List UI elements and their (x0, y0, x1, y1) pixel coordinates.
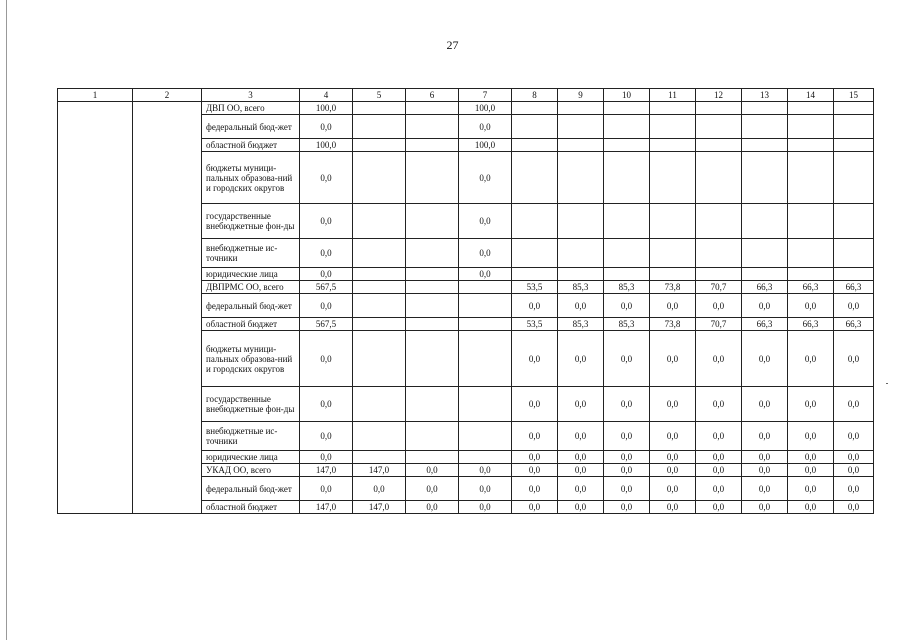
value-cell (604, 115, 650, 139)
header-row (58, 89, 874, 102)
value-cell: 0,0 (459, 268, 512, 281)
value-cell: 0,0 (834, 464, 874, 477)
value-cell: 0,0 (696, 387, 742, 422)
value-cell (742, 102, 788, 115)
header-cell: 12 (696, 89, 742, 102)
value-cell (604, 204, 650, 239)
value-cell: 0,0 (742, 464, 788, 477)
value-cell: 0,0 (512, 501, 558, 514)
value-cell (406, 152, 459, 204)
value-cell (696, 239, 742, 268)
value-cell (834, 102, 874, 115)
table-row (58, 102, 874, 115)
row-label: юридические лица (202, 268, 300, 281)
value-cell: 0,0 (834, 294, 874, 318)
value-cell: 0,0 (696, 294, 742, 318)
value-cell (406, 422, 459, 451)
value-cell: 70,7 (696, 281, 742, 294)
value-cell: 0,0 (696, 451, 742, 464)
value-cell (788, 239, 834, 268)
row-label: внебюджетные ис-точники (202, 422, 300, 451)
value-cell: 0,0 (834, 501, 874, 514)
value-cell (650, 139, 696, 152)
row-label: федеральный бюд-жет (202, 477, 300, 501)
value-cell (353, 451, 406, 464)
row-label: бюджеты муници-пальных образова-ний и городских округов (202, 152, 300, 204)
value-cell: 0,0 (742, 331, 788, 387)
value-cell: 147,0 (300, 464, 353, 477)
value-cell (353, 115, 406, 139)
value-cell (604, 152, 650, 204)
value-cell: 0,0 (558, 451, 604, 464)
value-cell: 73,8 (650, 281, 696, 294)
value-cell (650, 268, 696, 281)
value-cell (353, 102, 406, 115)
value-cell: 0,0 (604, 294, 650, 318)
value-cell: 0,0 (512, 451, 558, 464)
value-cell: 85,3 (558, 318, 604, 331)
value-cell (512, 115, 558, 139)
scan-speck (886, 383, 888, 384)
value-cell (353, 239, 406, 268)
value-cell: 0,0 (788, 501, 834, 514)
value-cell (406, 387, 459, 422)
value-cell: 0,0 (742, 451, 788, 464)
row-label: ДВП ОО, всего (202, 102, 300, 115)
value-cell: 0,0 (604, 464, 650, 477)
value-cell (604, 268, 650, 281)
value-cell: 0,0 (512, 422, 558, 451)
value-cell (742, 204, 788, 239)
value-cell: 100,0 (300, 102, 353, 115)
value-cell (406, 318, 459, 331)
value-cell: 0,0 (742, 422, 788, 451)
value-cell (406, 239, 459, 268)
header-cell: 6 (406, 89, 459, 102)
value-cell: 0,0 (300, 268, 353, 281)
value-cell (696, 152, 742, 204)
value-cell: 147,0 (300, 501, 353, 514)
value-cell: 0,0 (604, 331, 650, 387)
header-cell: 2 (133, 89, 202, 102)
value-cell (742, 239, 788, 268)
value-cell: 0,0 (558, 331, 604, 387)
value-cell (788, 152, 834, 204)
value-cell: 0,0 (788, 464, 834, 477)
value-cell (558, 204, 604, 239)
value-cell (696, 115, 742, 139)
value-cell: 0,0 (512, 294, 558, 318)
value-cell (696, 102, 742, 115)
value-cell: 0,0 (300, 387, 353, 422)
value-cell (558, 239, 604, 268)
value-cell (353, 152, 406, 204)
value-cell (459, 387, 512, 422)
value-cell (742, 115, 788, 139)
value-cell: 0,0 (788, 331, 834, 387)
header-cell: 14 (788, 89, 834, 102)
value-cell (353, 204, 406, 239)
header-cell: 1 (58, 89, 133, 102)
value-cell (406, 331, 459, 387)
value-cell (353, 268, 406, 281)
value-cell (353, 422, 406, 451)
value-cell: 0,0 (558, 477, 604, 501)
value-cell: 73,8 (650, 318, 696, 331)
value-cell: 0,0 (558, 294, 604, 318)
value-cell: 0,0 (300, 451, 353, 464)
row-label: юридические лица (202, 451, 300, 464)
value-cell: 0,0 (300, 152, 353, 204)
header-cell: 15 (834, 89, 874, 102)
value-cell (459, 451, 512, 464)
value-cell (834, 239, 874, 268)
row-label: государственные внебюджетные фон-ды (202, 204, 300, 239)
value-cell (406, 294, 459, 318)
header-cell: 10 (604, 89, 650, 102)
value-cell (834, 204, 874, 239)
value-cell (604, 239, 650, 268)
value-cell (406, 281, 459, 294)
value-cell (558, 268, 604, 281)
value-cell (459, 422, 512, 451)
value-cell: 0,0 (650, 387, 696, 422)
value-cell: 0,0 (512, 464, 558, 477)
value-cell (650, 152, 696, 204)
value-cell (353, 387, 406, 422)
header-cell: 4 (300, 89, 353, 102)
value-cell (353, 139, 406, 152)
value-cell: 0,0 (459, 464, 512, 477)
value-cell: 0,0 (742, 477, 788, 501)
value-cell (512, 139, 558, 152)
value-cell: 0,0 (834, 387, 874, 422)
value-cell: 0,0 (650, 501, 696, 514)
header-cell: 11 (650, 89, 696, 102)
value-cell: 66,3 (788, 281, 834, 294)
value-cell (742, 268, 788, 281)
column-1-cell (58, 102, 133, 514)
value-cell: 85,3 (604, 281, 650, 294)
value-cell: 0,0 (459, 477, 512, 501)
value-cell: 0,0 (604, 422, 650, 451)
value-cell: 0,0 (834, 477, 874, 501)
value-cell (696, 204, 742, 239)
value-cell: 0,0 (406, 501, 459, 514)
value-cell: 100,0 (459, 102, 512, 115)
value-cell (788, 268, 834, 281)
value-cell: 85,3 (558, 281, 604, 294)
value-cell (512, 239, 558, 268)
value-cell: 147,0 (353, 464, 406, 477)
table-body (58, 89, 874, 514)
value-cell: 66,3 (742, 318, 788, 331)
value-cell (696, 139, 742, 152)
value-cell (696, 268, 742, 281)
header-cell: 5 (353, 89, 406, 102)
row-label: ДВПРМС ОО, всего (202, 281, 300, 294)
value-cell (459, 318, 512, 331)
value-cell: 66,3 (788, 318, 834, 331)
value-cell (459, 281, 512, 294)
value-cell: 0,0 (459, 115, 512, 139)
value-cell (788, 102, 834, 115)
row-label: областной бюджет (202, 501, 300, 514)
value-cell (604, 102, 650, 115)
value-cell: 0,0 (834, 422, 874, 451)
value-cell (558, 102, 604, 115)
value-cell: 0,0 (300, 204, 353, 239)
value-cell: 0,0 (604, 387, 650, 422)
value-cell (788, 204, 834, 239)
page-number: 27 (446, 38, 459, 52)
value-cell (406, 102, 459, 115)
value-cell (353, 294, 406, 318)
value-cell: 0,0 (788, 451, 834, 464)
value-cell (558, 115, 604, 139)
value-cell: 0,0 (696, 501, 742, 514)
value-cell: 66,3 (834, 281, 874, 294)
value-cell (459, 331, 512, 387)
value-cell: 0,0 (406, 477, 459, 501)
value-cell (650, 204, 696, 239)
value-cell (742, 152, 788, 204)
value-cell: 0,0 (834, 451, 874, 464)
value-cell (834, 139, 874, 152)
row-label: областной бюджет (202, 318, 300, 331)
value-cell (353, 281, 406, 294)
header-cell: 3 (202, 89, 300, 102)
value-cell: 0,0 (834, 331, 874, 387)
value-cell: 0,0 (650, 422, 696, 451)
header-cell: 9 (558, 89, 604, 102)
value-cell: 0,0 (650, 451, 696, 464)
value-cell (742, 139, 788, 152)
value-cell: 0,0 (696, 331, 742, 387)
value-cell: 0,0 (353, 477, 406, 501)
value-cell (512, 204, 558, 239)
value-cell (788, 115, 834, 139)
row-label: бюджеты муници-пальных образова-ний и городских округов (202, 331, 300, 387)
value-cell: 53,5 (512, 281, 558, 294)
value-cell: 0,0 (604, 501, 650, 514)
value-cell: 0,0 (300, 294, 353, 318)
value-cell: 0,0 (650, 331, 696, 387)
value-cell (406, 268, 459, 281)
value-cell: 0,0 (558, 387, 604, 422)
value-cell: 85,3 (604, 318, 650, 331)
value-cell: 0,0 (300, 331, 353, 387)
value-cell (604, 139, 650, 152)
value-cell: 0,0 (696, 464, 742, 477)
value-cell: 0,0 (742, 501, 788, 514)
row-label: УКАД ОО, всего (202, 464, 300, 477)
value-cell (650, 239, 696, 268)
value-cell: 0,0 (650, 294, 696, 318)
value-cell: 70,7 (696, 318, 742, 331)
row-label: федеральный бюд-жет (202, 294, 300, 318)
value-cell: 0,0 (788, 294, 834, 318)
value-cell: 147,0 (353, 501, 406, 514)
row-label: внебюджетные ис-точники (202, 239, 300, 268)
value-cell: 0,0 (300, 477, 353, 501)
header-cell: 7 (459, 89, 512, 102)
value-cell (834, 115, 874, 139)
value-cell (788, 139, 834, 152)
value-cell: 0,0 (512, 331, 558, 387)
value-cell: 0,0 (300, 239, 353, 268)
value-cell (406, 115, 459, 139)
value-cell: 567,5 (300, 281, 353, 294)
value-cell: 0,0 (742, 294, 788, 318)
header-cell: 13 (742, 89, 788, 102)
value-cell: 53,5 (512, 318, 558, 331)
value-cell: 0,0 (558, 464, 604, 477)
value-cell (459, 294, 512, 318)
value-cell: 0,0 (558, 422, 604, 451)
value-cell: 0,0 (742, 387, 788, 422)
value-cell: 0,0 (512, 477, 558, 501)
value-cell: 66,3 (834, 318, 874, 331)
value-cell (353, 318, 406, 331)
value-cell: 0,0 (696, 477, 742, 501)
value-cell: 100,0 (300, 139, 353, 152)
value-cell (558, 139, 604, 152)
header-cell: 8 (512, 89, 558, 102)
value-cell: 0,0 (604, 477, 650, 501)
value-cell (512, 268, 558, 281)
value-cell: 0,0 (459, 152, 512, 204)
value-cell: 0,0 (459, 204, 512, 239)
value-cell: 0,0 (406, 464, 459, 477)
value-cell: 0,0 (512, 387, 558, 422)
row-label: федеральный бюд-жет (202, 115, 300, 139)
value-cell (834, 152, 874, 204)
value-cell: 0,0 (300, 115, 353, 139)
value-cell: 0,0 (650, 477, 696, 501)
value-cell: 0,0 (696, 422, 742, 451)
budget-table (57, 88, 874, 514)
value-cell: 0,0 (459, 501, 512, 514)
value-cell (650, 102, 696, 115)
value-cell: 0,0 (604, 451, 650, 464)
value-cell (834, 268, 874, 281)
value-cell: 0,0 (650, 464, 696, 477)
row-label: государственные внебюджетные фон-ды (202, 387, 300, 422)
value-cell: 100,0 (459, 139, 512, 152)
value-cell (650, 115, 696, 139)
value-cell: 0,0 (788, 422, 834, 451)
value-cell (406, 451, 459, 464)
value-cell: 0,0 (300, 422, 353, 451)
value-cell: 0,0 (788, 477, 834, 501)
value-cell: 0,0 (558, 501, 604, 514)
column-2-cell (133, 102, 202, 514)
page-left-edge (6, 0, 7, 640)
value-cell: 66,3 (742, 281, 788, 294)
value-cell (406, 204, 459, 239)
value-cell: 0,0 (459, 239, 512, 268)
value-cell (353, 331, 406, 387)
value-cell: 0,0 (788, 387, 834, 422)
value-cell (406, 139, 459, 152)
row-label: областной бюджет (202, 139, 300, 152)
value-cell (512, 102, 558, 115)
value-cell (558, 152, 604, 204)
value-cell: 567,5 (300, 318, 353, 331)
value-cell (512, 152, 558, 204)
